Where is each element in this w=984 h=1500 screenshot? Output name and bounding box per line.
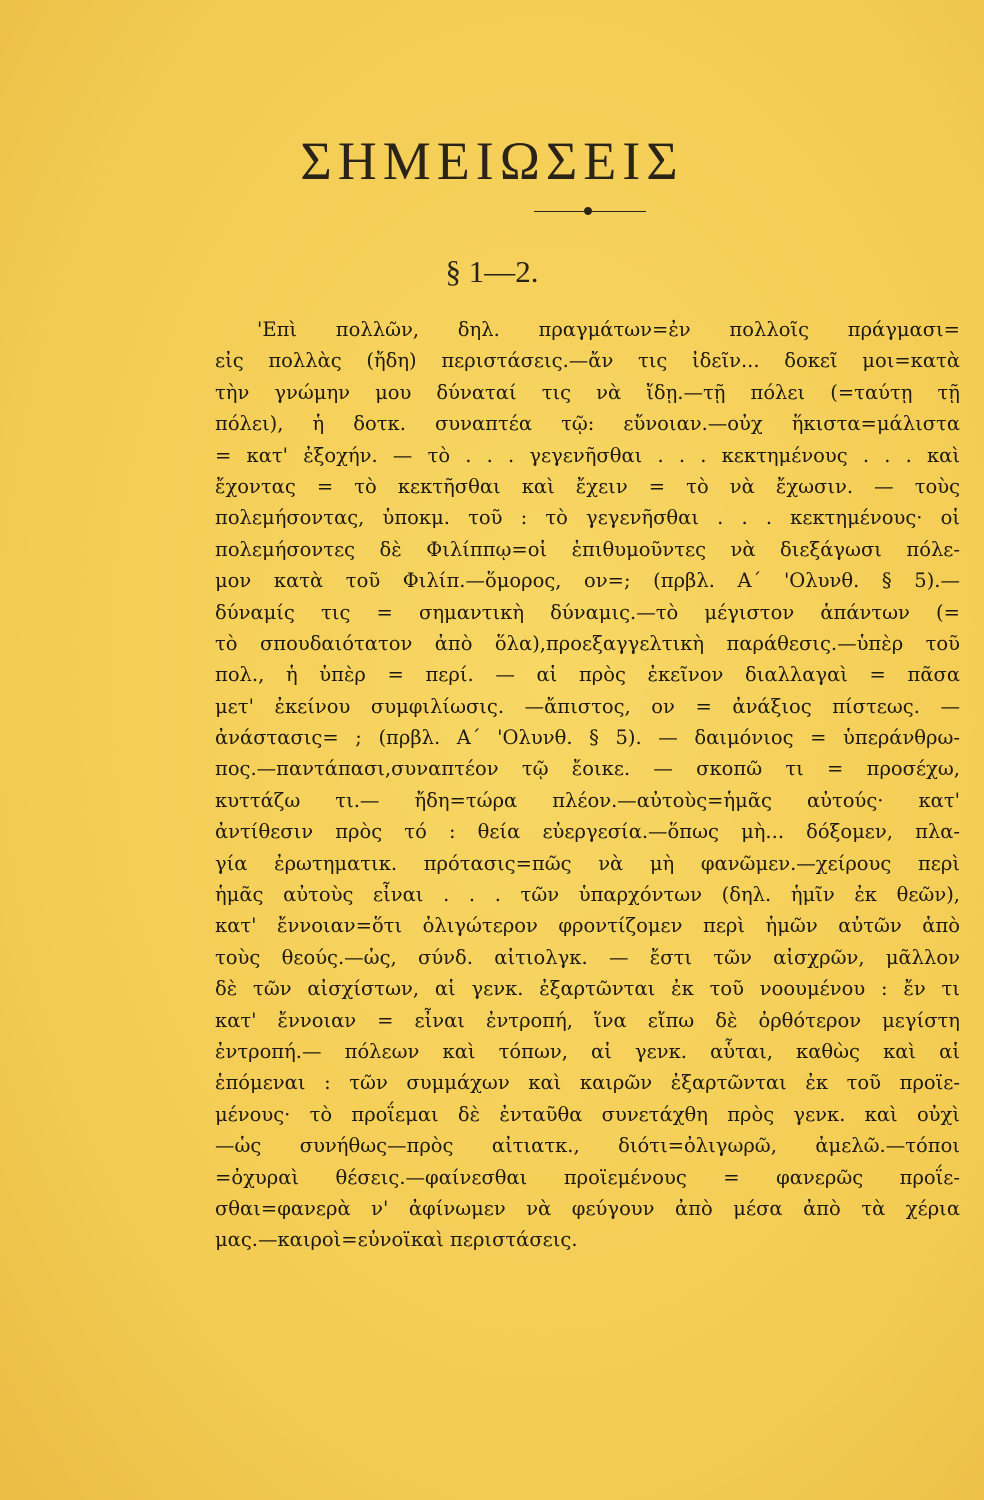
text-line: μένους· τὸ προΐεμαι δὲ ἐνταῦθα συνετάχθη πρὸς γενκ. καὶ οὐχὶ <box>215 1102 960 1126</box>
text-line: κατ' ἔννοιαν=ὅτι ὀλιγώτερον φροντίζομεν περὶ ἡμῶν αὐτῶν ἀπὸ <box>215 914 960 938</box>
text-line: πολεμήσοντας, ὑποκμ. τοῦ : τὸ γεγενῆσθαι . . . κεκτημένους· οἱ <box>215 506 960 530</box>
text-line: ἀνάστασις= ; (πρβλ. Α΄ 'Ολυνθ. § 5). — δαιμόνιος = ὑπεράνθρω- <box>215 726 960 750</box>
title-ornament <box>534 206 646 218</box>
text-line: σθαι=φανερὰ ν' ἀφίνωμεν νὰ φεύγουν ἀπὸ μέσα ἀπὸ τὰ χέρια <box>215 1196 960 1220</box>
text-line: —ὡς συνήθως—πρὸς αἰτιατκ., διότι=ὀλιγωρῶ, ἀμελῶ.—τόποι <box>215 1134 960 1158</box>
text-line: πος.—παντάπασι,συναπτέον τῷ ἔοικε. — σκοπῶ τι = προσέχω, <box>215 757 960 781</box>
text-line: = κατ' ἐξοχήν. — τὸ . . . γεγενῆσθαι . . . κεκτημένους . . . καὶ <box>215 443 960 467</box>
text-line: μετ' ἐκείνου συμφιλίωσις. —ἄπιστος, ον = ἀνάξιος πίστεως. — <box>215 694 960 718</box>
text-line: εἰς πολλὰς (ἤδη) περιστάσεις.—ἄν τις ἰδεῖν... δοκεῖ μοι=κατὰ <box>215 349 960 373</box>
notes-body <box>215 314 960 1256</box>
text-line: τοὺς θεούς.—ὡς, σύνδ. αἰτιολγκ. — ἔστι τῶν αἰσχρῶν, μᾶλλον <box>215 945 960 969</box>
text-line: κατ' ἔννοιαν = εἶναι ἐντροπή, ἵνα εἴπω δὲ ὀρθότερον μεγίστη <box>215 1008 960 1032</box>
text-line: 'Επὶ πολλῶν, δηλ. πραγμάτων=ἐν πολλοῖς πράγμασι= <box>257 318 960 341</box>
text-line: ἐντροπή.— πόλεων καὶ τόπων, αἱ γενκ. αὗται, καθὼς καὶ αἱ <box>215 1039 960 1063</box>
text-line: πόλει), ἡ δοτκ. συναπτέα τῷ: εὔνοιαν.—οὐχ ἥκιστα=μάλιστα <box>215 412 960 436</box>
text-line: δὲ τῶν αἰσχίστων, αἱ γενκ. ἐξαρτῶνται ἐκ τοῦ νοουμένου : ἔν τι <box>215 977 960 1001</box>
ornament-dot <box>584 207 592 215</box>
text-line: ἡμᾶς αὐτοὺς εἶναι . . . τῶν ὑπαρχόντων (δηλ. ἡμῖν ἐκ θεῶν), <box>215 883 960 907</box>
text-line: κυττάζω τι.— ἤδη=τώρα πλέον.—αὐτοὺς=ἡμᾶς αὐτούς· κατ' <box>215 788 960 812</box>
text-line: δύναμίς τις = σημαντικὴ δύναμις.—τὸ μέγιστον ἁπάντων (= <box>215 600 960 624</box>
text-line: ἀντίθεσιν πρὸς τό : θεία εὐεργεσία.—ὅπως μὴ... δόξομεν, πλα- <box>215 820 960 844</box>
text-line: πολεμήσοντες δὲ Φιλίππῳ=οἱ ἐπιθυμοῦντες νὰ διεξάγωσι πόλε- <box>215 537 960 561</box>
page-title: ΣΗΜΕΙΩΣΕΙΣ <box>300 131 684 191</box>
text-line: τὴν γνώμην μου δύναταί τις νὰ ἴδῃ.—τῇ πόλει (=ταύτῃ τῇ <box>215 380 960 404</box>
text-line: ἔχοντας = τὸ κεκτῆσθαι καὶ ἔχειν = τὸ νὰ ἔχωσιν. — τοὺς <box>215 474 960 498</box>
text-line: γία ἐρωτηματικ. πρότασις=πῶς νὰ μὴ φανῶμεν.—χείρους περὶ <box>215 851 960 875</box>
text-line: ἑπόμεναι : τῶν συμμάχων καὶ καιρῶν ἐξαρτῶνται ἐκ τοῦ προϊε- <box>215 1071 960 1095</box>
text-line: =ὀχυραὶ θέσεις.—φαίνεσθαι προϊεμένους = φανερῶς προΐε- <box>215 1165 960 1189</box>
text-line: πολ., ἡ ὑπὲρ = περί. — αἱ πρὸς ἐκεῖνον διαλλαγαὶ = πᾶσα <box>215 663 960 687</box>
text-line: μας.—καιροὶ=εὐνοϊκαὶ περιστάσεις. <box>215 1228 578 1252</box>
text-line: τὸ σπουδαιότατον ἀπὸ ὅλα),προεξαγγελτικὴ παράθεσις.—ὑπὲρ τοῦ <box>215 631 960 655</box>
text-line: μον κατὰ τοῦ Φιλίπ.—ὅμορος, ον=; (πρβλ. Α΄ 'Ολυνθ. § 5).— <box>215 569 960 593</box>
section-heading: § 1—2. <box>445 254 539 289</box>
